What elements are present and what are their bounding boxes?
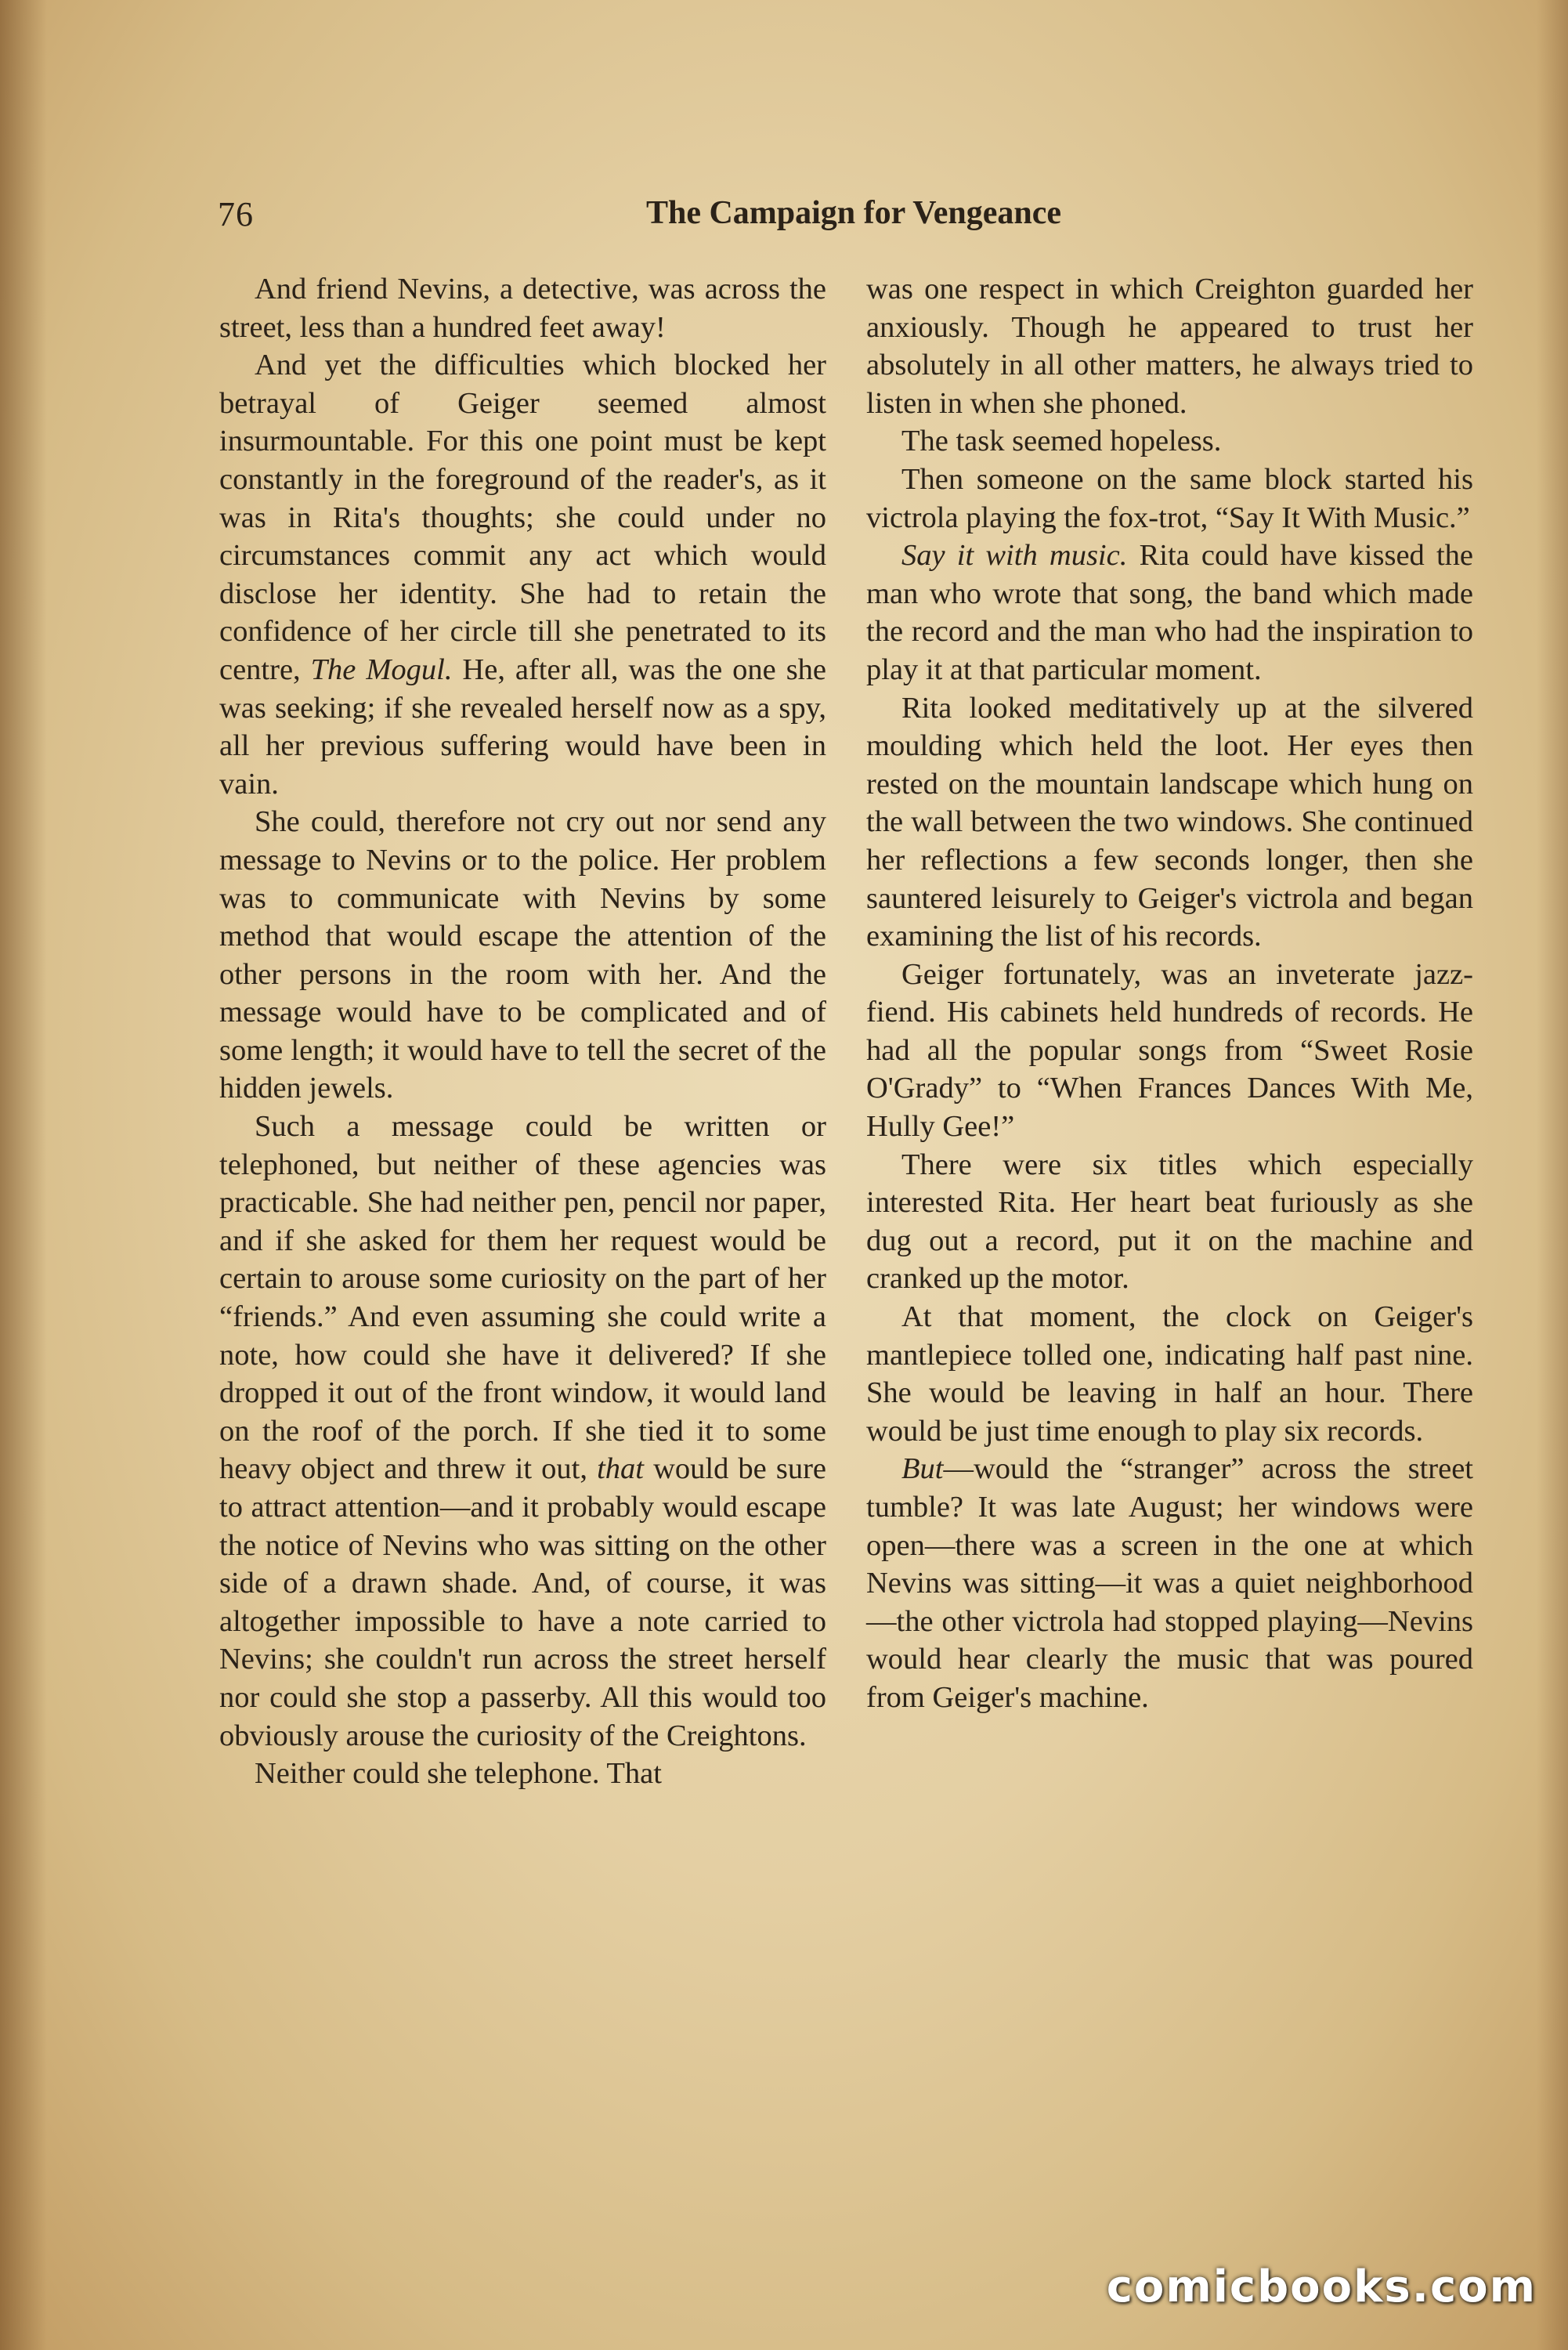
watermark-logo: comicbooks.com xyxy=(1106,2261,1537,2312)
page-edge-shadow-right xyxy=(1537,0,1568,2350)
paragraph: Geiger fortunately, was an inveterate jazz-fiend. His cabinets held hundreds of records. He had all the popular songs from “Sweet Rosie O'Grady” to “When Frances Dances With Me, Hully Gee!” xyxy=(866,957,1473,1144)
paragraph xyxy=(866,1450,1473,1716)
paragraph-text: —would the “stranger” across the street tumble? It was late August; her windows were open—there was a screen in the one at which Nevins was sitting—it was a quiet neighborhood—the other victrola had stopped playing—Nevins would hear clearly the music that was poured from Geiger's machine. xyxy=(866,1452,1473,1714)
page-edge-shadow-left xyxy=(0,0,47,2350)
paragraph: was one respect in which Creighton guarded her anxiously. Though he appeared to trust her absolutely in all other matters, he always tried to listen in when she phoned. xyxy=(866,273,1473,420)
text-column-right xyxy=(866,270,1473,1717)
italic-text: The Mogul. xyxy=(310,653,453,686)
paragraph-text: And yet the difficulties which blocked her betrayal of Geiger seemed almost insurmountable. For this one point must be kept constantly in the foreground of the reader's, as it was in Rita's thoughts; she could under no circumstances commit any act which would disclose her identity. She had to retain the confidence of her circle till she penetrated to its centre, xyxy=(219,349,826,686)
text-column-left xyxy=(219,270,826,1793)
paragraph: Then someone on the same block started his victrola playing the fox-trot, “Say It With Music.” xyxy=(866,462,1473,534)
paragraph-text: Such a message could be written or telephoned, but neither of these agencies was practicable. She had neither pen, pencil nor paper, and if she asked for them her request would be certain to arouse some curiosity on the part of her “friends.” And even assuming she could write a note, how could she have it delivered? If she dropped it out of the front window, it would land on the roof of the porch. If she tied it to some heavy object and threw it out, xyxy=(219,1110,826,1486)
running-head-title: The Campaign for Vengeance xyxy=(645,195,1062,231)
paragraph-text: He, after all, was the one she was seeking; if she revealed herself now as a spy, all her previous suffering would have been in vain. xyxy=(219,653,827,801)
paragraph: At that moment, the clock on Geiger's mantlepiece tolled one, indicating half past nine. She would be leaving in half an hour. There would be just time enough to play six records. xyxy=(866,1300,1473,1448)
paragraph: There were six titles which especially interested Rita. Her heart beat furiously as she dug out a record, put it on the machine and cranked up the motor. xyxy=(866,1148,1473,1296)
paragraph xyxy=(219,346,826,803)
paragraph: She could, therefore not cry out nor send any message to Nevins or to the police. Her problem was to communicate with Nevins by some method that would escape the attention of the other persons in the room with her. And the message would have to be complicated and of some length; it would have to tell the secret of the hidden jewels. xyxy=(219,805,826,1105)
page-number: 76 xyxy=(218,195,254,233)
paragraph-text: would be sure to attract attention—and it probably would escape the notice of Nevins who was sitting on the other side of a drawn shade. And, of course, it was altogether impossible to have a note carried to Nevins; she couldn't run across the street herself nor could she stop a passerby. All this would too obviously arouse the curiosity of the Creightons. xyxy=(219,1452,827,1752)
paragraph-text: Rita could have kissed the man who wrote that song, the band which made the record and the man who had the inspiration to play it at that particular moment. xyxy=(866,539,1474,686)
paragraph: And friend Nevins, a detective, was across the street, less than a hundred feet away! xyxy=(219,273,826,344)
italic-text: But xyxy=(901,1452,944,1486)
paragraph: The task seemed hopeless. xyxy=(901,425,1222,458)
paragraph xyxy=(866,537,1473,689)
italic-text: that xyxy=(597,1452,644,1486)
italic-text: Say it with music. xyxy=(901,539,1128,573)
paragraph: Neither could she telephone. That xyxy=(255,1757,662,1791)
paragraph xyxy=(219,1108,826,1755)
paragraph: Rita looked meditatively up at the silvered moulding which held the loot. Her eyes then rested on the mountain landscape which hung on the wall between the two windows. She continued her reflections a few seconds longer, then she sauntered leisurely to Geiger's victrola and began examining the list of his records. xyxy=(866,691,1473,953)
